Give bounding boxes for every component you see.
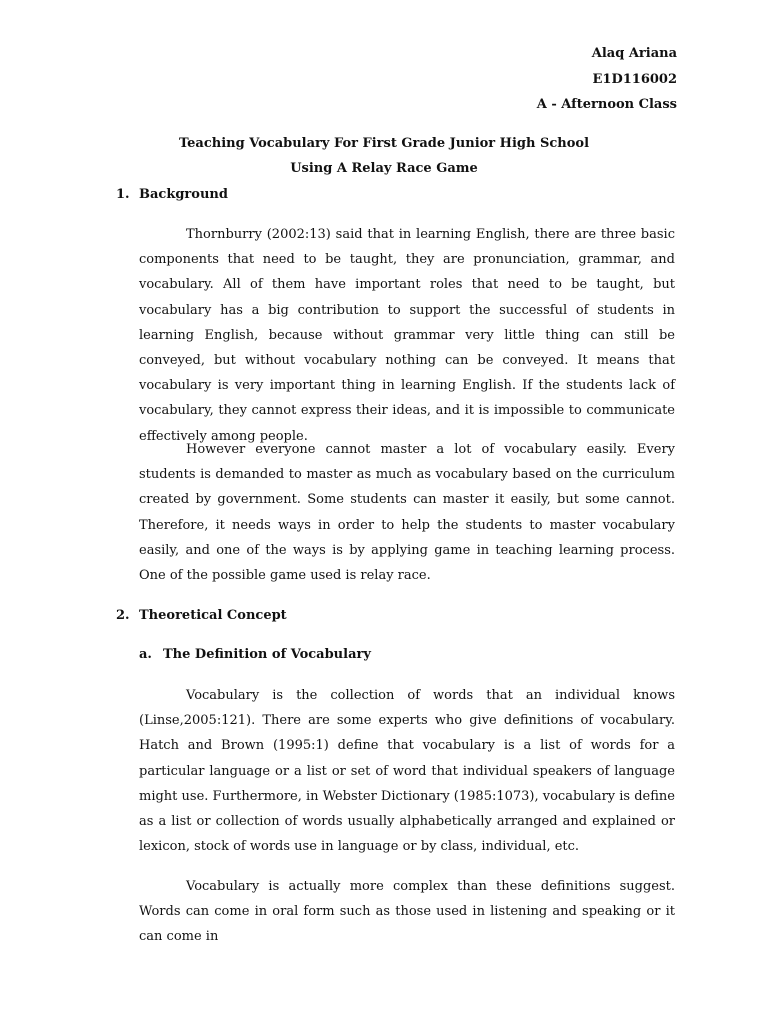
- section-number: 2.: [116, 608, 130, 623]
- class-name: A - Afternoon Class: [536, 97, 677, 112]
- subsection-heading-definition: [139, 645, 371, 665]
- subsection-title: The Definition of Vocabulary: [163, 647, 371, 662]
- subsection-letter: a.: [139, 647, 152, 662]
- author-header: [537, 41, 677, 118]
- section-title: Background: [139, 187, 228, 202]
- paragraph: Vocabulary is actually more complex than these definitions suggest. Words can come in oral form such as those used in listening and speaking or it can come in: [139, 879, 675, 945]
- section-title: Theoretical Concept: [139, 608, 287, 623]
- paragraph: Thornburry (2002:13) said that in learning English, there are three basic components that need to be taught, they are pronunciation, grammar, and vocabulary. All of them have important roles that need to be taught, but vocabulary has a big contribution to support the successful of students in learning English, because without grammar very little thing can still be conveyed, but without vocabulary nothing can be conveyed. It means that vocabulary is very important thing in learning English. If the students lack of vocabulary, they cannot express their ideas, and it is impossible to communicate effectively among people.: [139, 227, 675, 444]
- document-title-line-2: Using A Relay Race Game: [290, 161, 478, 176]
- student-id: E1D116002: [592, 71, 677, 87]
- author-name: Alaq Ariana: [591, 46, 677, 61]
- section-number: 1.: [116, 187, 130, 202]
- section-heading-background: [116, 185, 228, 205]
- section-heading-theoretical-concept: [116, 606, 287, 626]
- paragraph: Vocabulary is the collection of words that an individual knows (Linse,2005:121). There are some experts who give definitions of vocabulary. Hatch and Brown (1995:1) define that vocabulary is a list of words for a particular language or a list or set of word that individual speakers of language might use. Furthermore, in Webster Dictionary (1985:1073), vocabulary is define as a list or collection of words usually alphabetically arranged and explained or lexicon, stock of words use in language or by class, individual, etc.: [139, 688, 675, 855]
- document-title-line-1: Teaching Vocabulary For First Grade Junior High School: [178, 136, 590, 151]
- paragraph: However everyone cannot master a lot of vocabulary easily. Every students is demanded to master as much as vocabulary based on the curriculum created by government. Some students can master it easily, but some cannot. Therefore, it needs ways in order to help the students to master vocabulary easily, and one of the ways is by applying game in teaching learning process. One of the possible game used is relay race.: [139, 442, 675, 584]
